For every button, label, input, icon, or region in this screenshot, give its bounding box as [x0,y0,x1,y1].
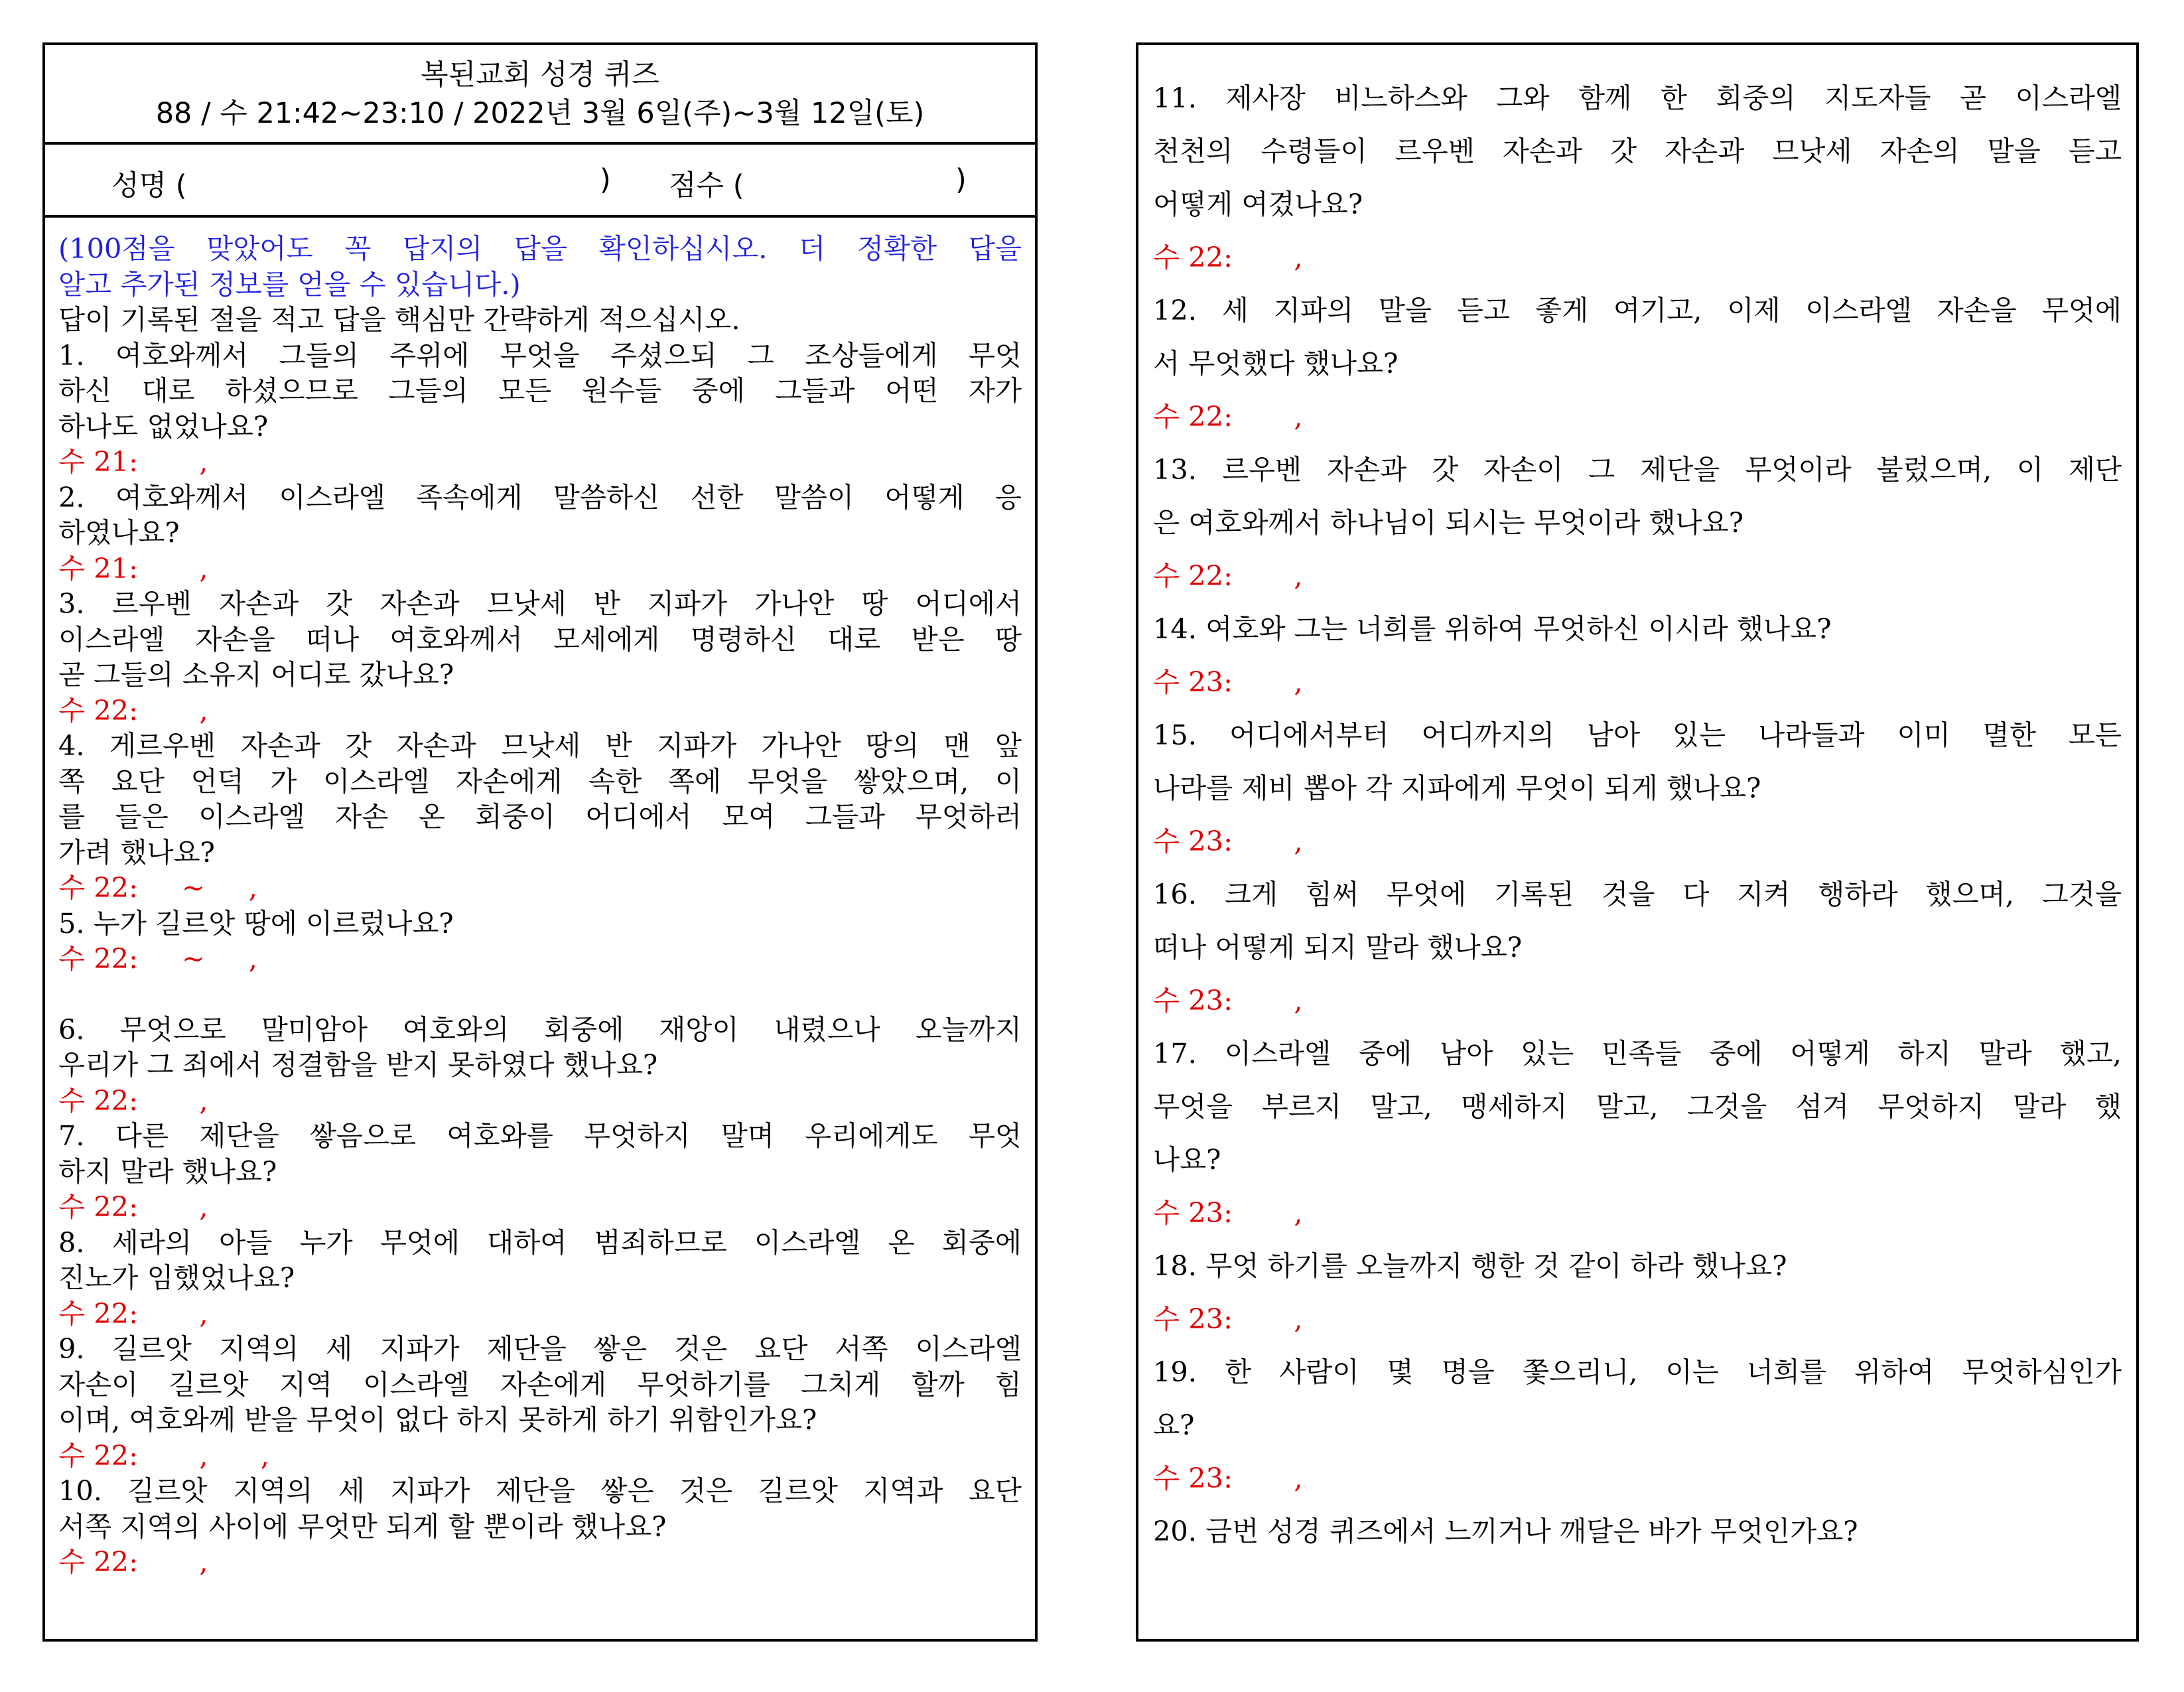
left-question-list [45,218,1035,1580]
question-item [1153,1505,2122,1558]
question-line: 은 여호와께서 하나님이 되시는 무엇이라 했나요? [1153,506,1743,539]
question-line: 6. 무엇으로 말미암아 여호와의 회중에 재앙이 내렸으나 오늘까지 [58,1013,1022,1046]
question-line: 나요? [1153,1143,1221,1176]
question-line: 쪽 요단 언덕 가 이스라엘 자손에게 속한 쪽에 무엇을 쌓았으며, 이 [58,764,1022,798]
page-title: 복된교회 성경 퀴즈 [421,58,659,92]
question-line: 자손이 길르앗 지역 이스라엘 자손에게 무엇하기를 그치게 할까 힘 [58,1368,1022,1401]
answer-reference: 수 22: , [1153,241,1303,273]
question-line: 4. 게르우벤 자손과 갓 자손과 므낫세 반 지파가 가나안 땅의 맨 앞 [58,729,1022,762]
question-line: 17. 이스라엘 중에 남아 있는 민족들 중에 어떻게 하지 말라 했고, [1153,1037,2122,1070]
question-line: 16. 크게 힘써 무엇에 기록된 것을 다 지켜 행하라 했으며, 그것을 [1153,878,2122,910]
question-item [1153,709,2122,868]
question-line: 나라를 제비 뽑아 각 지파에게 무엇이 되게 했나요? [1153,772,1761,804]
question-item [1153,443,2122,602]
answer-reference: 수 22: , [58,1084,208,1117]
score-label: 점수 ( [669,169,744,202]
question-item [58,1331,1022,1473]
quiz-sheet-left [42,42,1038,1642]
right-question-list [1138,45,2136,1558]
question-line: 9. 길르앗 지역의 세 지파가 제단을 쌓은 것은 요단 서쪽 이스라엘 [58,1332,1022,1365]
question-line: 7. 다른 제단을 쌓음으로 여호와를 무엇하지 말며 우리에게도 무엇 [58,1119,1022,1152]
question-item [58,586,1022,728]
question-line: 19. 한 사람이 몇 명을 쫓으리니, 이는 너희를 위하여 무엇하심인가 [1153,1356,2122,1388]
question-line: 가려 했나요? [58,835,215,869]
answer-reference: 수 22: , [58,1190,208,1223]
name-close-paren: ) [600,163,611,196]
answer-reference: 수 22: , [58,1545,208,1578]
question-line: 요? [1153,1409,1195,1441]
question-item [1153,1239,2122,1346]
question-line: 12. 세 지파의 말을 듣고 좋게 여기고, 이제 이스라엘 자손을 무엇에 [1153,294,2122,326]
question-item [58,1012,1022,1119]
question-line: 이스라엘 자손을 떠나 여호와께서 모세에게 명령하신 대로 받은 땅 [58,622,1022,656]
question-item [58,480,1022,587]
question-item [1153,1027,2122,1239]
question-line: 1. 여호와께서 그들의 주위에 무엇을 주셨으되 그 조상들에게 무엇 [58,338,1022,372]
question-line: 15. 어디에서부터 어디까지의 남아 있는 나라들과 이미 멸한 모든 [1153,719,2122,751]
answer-reference: 수 21: , [58,445,208,478]
instruction-text: 답이 기록된 절을 적고 답을 핵심만 간략하게 적으십시오. [58,303,740,336]
page-subtitle: 88 / 수 21:42~23:10 / 2022년 3월 6일(주)~3월 12일(토) [155,97,925,130]
notice-line: 알고 추가된 정보를 얻을 수 있습니다.) [58,267,521,301]
name-label: 성명 ( [111,169,187,202]
question-item [58,1118,1022,1225]
question-item [1153,868,2122,1027]
question-line: 떠나 어떻게 되지 말라 했나요? [1153,931,1523,963]
question-line: 하지 말라 했나요? [58,1155,277,1188]
quiz-sheet-right [1136,42,2139,1642]
question-line: 어떻게 여겼나요? [1153,188,1363,220]
answer-reference: 수 23: , [1153,1196,1303,1229]
answer-reference: 수 21: , [58,551,208,585]
question-item [58,1473,1022,1580]
question-line: 13. 르우벤 자손과 갓 자손이 그 제단을 무엇이라 불렀으며, 이 제단 [1153,453,2122,486]
question-line: 18. 무엇 하기를 오늘까지 행한 것 같이 하라 했나요? [1153,1249,1787,1282]
answer-reference: 수 22: , [1153,400,1303,433]
question-item [58,906,1022,977]
question-line: 14. 여호와 그는 너희를 위하여 무엇하신 이시라 했나요? [1153,612,1832,645]
question-line: 11. 제사장 비느하스와 그와 함께 한 회중의 지도자들 곧 이스라엘 [1153,82,2122,114]
answer-reference: 수 23: , [1153,984,1303,1017]
notice-line: (100점을 맞았어도 꼭 답지의 답을 확인하십시오. 더 정확한 답을 [58,232,1022,265]
score-close-paren: ) [955,163,967,196]
question-line: 2. 여호와께서 이스라엘 족속에게 말씀하신 선한 말씀이 어떻게 응 [58,480,1022,514]
name-score-row [45,145,1035,218]
question-line: 천천의 수령들이 르우벤 자손과 갓 자손과 므낫세 자손의 말을 듣고 [1153,135,2122,167]
question-line: 20. 금번 성경 퀴즈에서 느끼거나 깨달은 바가 무엇인가요? [1153,1515,1858,1547]
question-line: 서쪽 지역의 사이에 무엇만 되게 할 뿐이라 했나요? [58,1510,667,1543]
question-item [1153,602,2122,709]
answer-reference: 수 23: , [1153,1303,1303,1335]
question-line: 3. 르우벤 자손과 갓 자손과 므낫세 반 지파가 가나안 땅 어디에서 [58,587,1022,620]
answer-reference: 수 22: ~ , [58,871,257,904]
question-line: 를 들은 이스라엘 자손 온 회중이 어디에서 모여 그들과 무엇하러 [58,800,1022,833]
question-line: 곧 그들의 소유지 어디로 갔나요? [58,658,454,691]
question-line: 서 무엇했다 했나요? [1153,347,1399,380]
question-line: 하신 대로 하셨으므로 그들의 모든 원수들 중에 그들과 어떤 자가 [58,374,1022,407]
answer-reference: 수 22: , [58,1297,208,1330]
notice-text [58,231,1022,302]
question-line: 5. 누가 길르앗 땅에 이르렀나요? [58,906,454,940]
question-line: 8. 세라의 아들 누가 무엇에 대하여 범죄하므로 이스라엘 온 회중에 [58,1226,1022,1259]
question-item [58,1225,1022,1332]
question-item [1153,284,2122,443]
question-line: 무엇을 부르지 말고, 맹세하지 말고, 그것을 섬겨 무엇하지 말라 했 [1153,1090,2122,1123]
question-line: 진노가 임했었나요? [58,1261,295,1294]
question-line: 10. 길르앗 지역의 세 지파가 제단을 쌓은 것은 길르앗 지역과 요단 [58,1474,1022,1507]
question-line: 이며, 여호와께 받을 무엇이 없다 하지 못하게 하기 위함인가요? [58,1403,817,1436]
question-line: 하나도 없었나요? [58,409,269,443]
answer-reference: 수 23: , [1153,1462,1303,1494]
question-item [58,338,1022,480]
question-item [1153,1346,2122,1505]
question-item [58,728,1022,906]
question-line: 하였나요? [58,516,180,549]
answer-reference: 수 23: , [1153,666,1303,698]
answer-reference: 수 22: , [58,693,208,727]
answer-reference: 수 23: , [1153,825,1303,857]
sheet-header [45,45,1035,145]
blank-spacer [58,977,1022,1012]
answer-reference: 수 22: , [1153,559,1303,592]
question-item [1153,72,2122,284]
answer-reference: 수 22: , , [58,1439,269,1472]
answer-reference: 수 22: ~ , [58,942,257,975]
question-line: 우리가 그 죄에서 정결함을 받지 못하였다 했나요? [58,1048,658,1081]
